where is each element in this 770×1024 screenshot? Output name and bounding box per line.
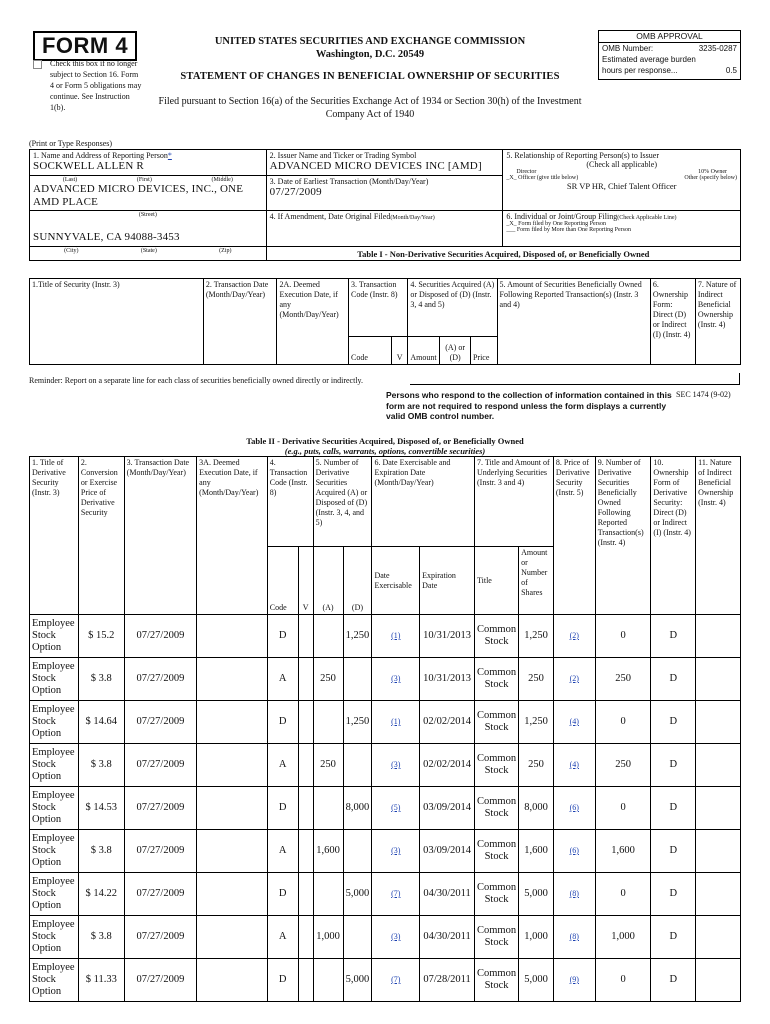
ownership-form: D [651,830,696,873]
box6-cell [503,211,741,247]
t2-h10: 10. Ownership Form of Derivative Security: Direct (D) or Indirect (I) (Instr. 4) [651,457,696,615]
derivative-price-footnote [553,916,595,959]
v-cell [298,830,313,873]
footnote-link[interactable]: (8) [569,932,579,941]
derivative-price-footnote [553,959,595,1002]
conversion-price: $ 14.64 [78,701,124,744]
acquired-amount: 1,000 [313,916,343,959]
expiration-date: 07/28/2011 [420,959,475,1002]
conversion-price: $ 14.22 [78,873,124,916]
underlying-amount: 1,250 [519,701,554,744]
footnote-link[interactable]: (5) [391,803,401,812]
derivative-title: Employee Stock Option [30,873,79,916]
t2-h7: 7. Title and Amount of Underlying Securities (Instr. 3 and 4) [475,457,554,547]
ownership-form: D [651,959,696,1002]
derivative-title: Employee Stock Option [30,744,79,787]
footnote-link[interactable]: (3) [391,760,401,769]
persons-notice: Persons who respond to the collection of information contained in this form are not required to respond unless the form displays a currently valid OMB control number. [386,390,672,421]
footnote-link[interactable]: (7) [391,975,401,984]
agency-heading [150,35,590,61]
t2-h4: 4. Transaction Code (Instr. 8) [267,457,313,547]
derivative-title: Employee Stock Option [30,658,79,701]
derivative-table [29,456,741,1002]
owned-following: 0 [595,615,651,658]
v-cell [298,787,313,830]
box2-cell [266,150,503,176]
disposed-amount [343,916,372,959]
date-exercisable-footnote [372,787,420,830]
expiration-date: 02/02/2014 [420,744,475,787]
v-cell [298,916,313,959]
expiration-date: 10/31/2013 [420,615,475,658]
t1-amount: Amount [408,337,440,365]
box1-label: 1. Name and Address of Reporting Person [33,151,168,160]
derivative-price-footnote [553,873,595,916]
t1-price: Price [470,337,497,365]
box5-sub: (Check all applicable) [586,160,657,169]
t2-title: Title [475,547,519,615]
derivative-title: Employee Stock Option [30,787,79,830]
omb-number-label: OMB Number: [602,44,654,53]
filing-more-persons: ___ Form filed by More than One Reporting Person [506,227,631,233]
footnote-link[interactable]: (3) [391,674,401,683]
underlying-amount: 1,000 [519,916,554,959]
v-cell [298,701,313,744]
underlying-amount: 5,000 [519,873,554,916]
t2-h3: 3. Transaction Date (Month/Day/Year) [124,457,197,615]
ownership-form: D [651,701,696,744]
derivative-price-footnote [553,744,595,787]
nature-cell [696,959,741,1002]
derivative-title: Employee Stock Option [30,916,79,959]
omb-title: OMB APPROVAL [599,31,740,43]
date-exercisable-footnote [372,873,420,916]
t1-h2: 2. Transaction Date (Month/Day/Year) [203,279,277,365]
box5-label: 5. Relationship of Reporting Person(s) to Issuer [506,151,659,160]
underlying-amount: 1,600 [519,830,554,873]
footnote-link[interactable]: (3) [391,932,401,941]
derivative-price-footnote [553,658,595,701]
date-exercisable-footnote [372,744,420,787]
nature-cell [696,787,741,830]
city-labels-cell [30,247,267,261]
date-exercisable-footnote [372,959,420,1002]
table-row [30,830,741,873]
underlying-amount: 8,000 [519,787,554,830]
zip-label: (Zip) [219,248,232,254]
transaction-date: 07/27/2009 [124,873,197,916]
filed-pursuant-text: Filed pursuant to Section 16(a) of the Securities Exchange Act of 1934 or Section 30(h) of the Investment Company Act of 1940 [158,96,582,120]
ownership-form: D [651,658,696,701]
derivative-title: Employee Stock Option [30,959,79,1002]
transaction-date: 07/27/2009 [124,787,197,830]
t2-v: V [298,547,313,615]
underlying-title: Common Stock [475,744,519,787]
nature-cell [696,873,741,916]
box3-label: 3. Date of Earliest Transaction (Month/Day/Year) [269,177,429,186]
rel-director: Director [516,169,537,175]
acquired-amount [313,959,343,1002]
date-exercisable-footnote [372,830,420,873]
t1-h1: 1.Title of Security (Instr. 3) [30,279,204,365]
transaction-date: 07/27/2009 [124,744,197,787]
sec-form-code: SEC 1474 (9-02) [676,390,731,399]
transaction-code: D [267,701,298,744]
deemed-date [197,873,268,916]
owned-following: 0 [595,959,651,1002]
footnote-link[interactable]: (1) [391,631,401,640]
address-cell [30,176,267,211]
footnote-star-link[interactable]: * [167,151,172,160]
v-cell [298,959,313,1002]
owned-following: 250 [595,744,651,787]
statement-title: STATEMENT OF CHANGES IN BENEFICIAL OWNERSHIP OF SECURITIES [180,71,560,82]
underlying-title: Common Stock [475,787,519,830]
transaction-date: 07/27/2009 [124,830,197,873]
nature-cell [696,830,741,873]
nature-cell [696,916,741,959]
conversion-price: $ 3.8 [78,830,124,873]
ownership-form: D [651,615,696,658]
acquired-amount [313,873,343,916]
box4-label: 4. If Amendment, Date Original Filed [269,212,391,221]
no-longer-subject-checkbox[interactable] [33,60,42,69]
box3-cell [266,176,503,211]
owned-following: 250 [595,658,651,701]
deemed-date [197,744,268,787]
transaction-date: 07/27/2009 [124,916,197,959]
footnote-link[interactable]: (4) [569,717,579,726]
divider-line-vertical [739,373,740,385]
omb-burden-label: Estimated average burden [602,55,696,64]
t2-a: (A) [313,547,343,615]
footnote-link[interactable]: (4) [569,760,579,769]
table2-heading [150,436,620,456]
rel-owner: 10% Owner [698,169,727,175]
reminder-text: Reminder: Report on a separate line for each class of securities beneficially owned directly or indirectly. [29,376,364,385]
v-cell [298,658,313,701]
omb-number: 3235-0287 [698,44,737,53]
disposed-amount [343,658,372,701]
expiration-date: 04/30/2011 [420,916,475,959]
nature-cell [696,658,741,701]
transaction-code: A [267,830,298,873]
transaction-date: 07/27/2009 [124,658,197,701]
conversion-price: $ 3.8 [78,916,124,959]
earliest-transaction-date: 07/27/2009 [269,186,322,198]
t2-h9: 9. Number of Derivative Securities Beneficially Owned Following Reported Transaction(s) (Instr. 4) [595,457,651,615]
expiration-date: 02/02/2014 [420,701,475,744]
underlying-title: Common Stock [475,959,519,1002]
acquired-amount: 250 [313,658,343,701]
box5-cell [503,150,741,211]
issuer-name: ADVANCED MICRO DEVICES INC [AMD] [269,160,482,172]
derivative-table-body [30,615,741,1002]
first-label: (First) [136,177,152,183]
footnote-link[interactable]: (1) [391,717,401,726]
date-exercisable-footnote [372,658,420,701]
v-cell [298,873,313,916]
officer-title: SR VP HR, Chief Talent Officer [566,181,677,191]
t2-d: (D) [343,547,372,615]
city-state-zip: SUNNYVALE, CA 94088-3453 [33,231,180,243]
table-row [30,787,741,830]
derivative-price-footnote [553,830,595,873]
form-title: FORM 4 [33,31,137,61]
rel-officer: _X_ Officer (give title below) [506,175,579,181]
t2-date-exercisable: Date Exercisable [372,547,420,615]
deemed-date [197,916,268,959]
table-row [30,615,741,658]
derivative-price-footnote [553,787,595,830]
t1-code: Code [349,337,392,365]
omb-hours: 0.5 [725,66,737,75]
transaction-code: A [267,916,298,959]
underlying-title: Common Stock [475,701,519,744]
agency-name: UNITED STATES SECURITIES AND EXCHANGE COMMISSION [214,36,526,47]
t1-aord: (A) or (D) [440,337,471,365]
transaction-code: D [267,787,298,830]
city-label: (City) [64,248,79,254]
nature-cell [696,701,741,744]
box1-cell [30,150,267,176]
conversion-price: $ 15.2 [78,615,124,658]
street-cell [30,211,267,247]
t1-h3: 3. Transaction Code (Instr. 8) [349,279,408,337]
last-label: (Last) [62,177,78,183]
ownership-form: D [651,787,696,830]
reporting-person-name: SOCKWELL ALLEN R [33,160,144,172]
footnote-link[interactable]: (6) [569,846,579,855]
disposed-amount [343,830,372,873]
divider-line [410,384,740,385]
transaction-code: D [267,873,298,916]
t2-h6: 6. Date Exercisable and Expiration Date (Month/Day/Year) [372,457,475,547]
t1-h6: 6. Ownership Form: Direct (D) or Indirect (I) (Instr. 4) [650,279,695,365]
underlying-title: Common Stock [475,615,519,658]
deemed-date [197,658,268,701]
footnote-link[interactable]: (9) [569,975,579,984]
v-cell [298,744,313,787]
owned-following: 0 [595,701,651,744]
deemed-date [197,615,268,658]
company-address: ADVANCED MICRO DEVICES, INC., ONE AMD PLACE [33,183,244,208]
footnote-link[interactable]: (8) [569,889,579,898]
acquired-amount [313,615,343,658]
box4-cell [266,211,503,247]
derivative-title: Employee Stock Option [30,830,79,873]
print-note: (Print or Type Responses) [29,139,113,148]
acquired-amount: 1,600 [313,830,343,873]
ownership-form: D [651,916,696,959]
derivative-price-footnote [553,701,595,744]
underlying-title: Common Stock [475,916,519,959]
acquired-amount: 250 [313,744,343,787]
derivative-price-footnote [553,615,595,658]
acquired-amount [313,701,343,744]
deemed-date [197,959,268,1002]
footnote-link[interactable]: (2) [569,631,579,640]
underlying-title: Common Stock [475,658,519,701]
footnote-link[interactable]: (2) [569,674,579,683]
transaction-date: 07/27/2009 [124,701,197,744]
t1-h4: 4. Securities Acquired (A) or Disposed of (D) (Instr. 3, 4 and 5) [408,279,497,337]
underlying-amount: 250 [519,658,554,701]
transaction-code: A [267,658,298,701]
date-exercisable-footnote [372,615,420,658]
underlying-title: Common Stock [475,873,519,916]
date-exercisable-footnote [372,916,420,959]
disposed-amount: 5,000 [343,873,372,916]
expiration-date: 03/09/2014 [420,787,475,830]
deemed-date [197,830,268,873]
ownership-form: D [651,744,696,787]
box6-sub: (Check Applicable Line) [617,215,677,221]
owned-following: 0 [595,787,651,830]
table-row [30,916,741,959]
box2-label: 2. Issuer Name and Ticker or Trading Symbol [269,151,417,160]
t2-h8: 8. Price of Derivative Security (Instr. 5) [553,457,595,615]
t2-h3a: 3A. Deemed Execution Date, if any (Month/Day/Year) [197,457,268,615]
owned-following: 1,600 [595,830,651,873]
conversion-price: $ 3.8 [78,744,124,787]
conversion-price: $ 14.53 [78,787,124,830]
deemed-date [197,787,268,830]
owned-following: 1,000 [595,916,651,959]
footnote-link[interactable]: (3) [391,846,401,855]
table2-subtitle: (e.g., puts, calls, warrants, options, convertible securities) [284,446,486,456]
nature-cell [696,744,741,787]
disposed-amount: 5,000 [343,959,372,1002]
table-row [30,658,741,701]
t1-h5: 5. Amount of Securities Beneficially Owned Following Reported Transaction(s) (Instr. 3 and 4) [497,279,650,365]
table-row [30,959,741,1002]
footnote-link[interactable]: (7) [391,889,401,898]
transaction-date: 07/27/2009 [124,959,197,1002]
t1-v: V [391,337,407,365]
conversion-price: $ 3.8 [78,658,124,701]
table1-title: Table I - Non-Derivative Securities Acquired, Disposed of, or Beneficially Owned [266,247,740,261]
disposed-amount [343,744,372,787]
derivative-title: Employee Stock Option [30,615,79,658]
box6-label: 6. Individual or Joint/Group Filing [506,212,618,221]
t1-h7: 7. Nature of Indirect Beneficial Ownership (Instr. 4) [695,279,740,365]
nature-cell [696,615,741,658]
disposed-amount: 1,250 [343,615,372,658]
acquired-amount [313,787,343,830]
transaction-code: D [267,959,298,1002]
deemed-date [197,701,268,744]
derivative-title: Employee Stock Option [30,701,79,744]
t2-h5: 5. Number of Derivative Securities Acquired (A) or Disposed of (D) (Instr. 3, 4, and 5) [313,457,372,547]
t2-h2: 2. Conversion or Exercise Price of Derivative Security [78,457,124,615]
table-row [30,701,741,744]
t2-amount-shares: Amount or Number of Shares [519,547,554,615]
t2-h11: 11. Nature of Indirect Beneficial Ownership (Instr. 4) [696,457,741,615]
non-derivative-table [29,278,741,365]
conversion-price: $ 11.33 [78,959,124,1002]
t1-h2a: 2A. Deemed Execution Date, if any (Month/Day/Year) [277,279,349,365]
omb-hours-label: hours per response... [602,66,678,75]
t2-code: Code [267,547,298,615]
date-exercisable-footnote [372,701,420,744]
v-cell [298,615,313,658]
expiration-date: 03/09/2014 [420,830,475,873]
expiration-date: 10/31/2013 [420,658,475,701]
street-label: (Street) [138,212,157,218]
filing-one-person: _X_ Form filed by One Reporting Person [506,221,606,227]
owned-following: 0 [595,873,651,916]
table-row [30,744,741,787]
reporting-person-grid [29,149,741,261]
transaction-code: D [267,615,298,658]
transaction-code: A [267,744,298,787]
middle-label: (Middle) [211,177,233,183]
t2-expiration-date: Expiration Date [420,547,475,615]
rel-other: Other (specify below) [684,175,737,181]
table2-title: Table II - Derivative Securities Acquired, Disposed of, or Beneficially Owned [246,436,524,446]
underlying-amount: 250 [519,744,554,787]
checkbox-instruction-text: Check this box if no longer subject to Section 16. Form 4 or Form 5 obligations may continue. See Instruction 1(b). [50,59,142,112]
ownership-form: D [651,873,696,916]
underlying-amount: 1,250 [519,615,554,658]
t2-h1: 1. Title of Derivative Security (Instr. 3) [30,457,79,615]
underlying-title: Common Stock [475,830,519,873]
disposed-amount: 1,250 [343,701,372,744]
underlying-amount: 5,000 [519,959,554,1002]
footnote-link[interactable]: (6) [569,803,579,812]
omb-approval-box [598,30,741,80]
expiration-date: 04/30/2011 [420,873,475,916]
disposed-amount: 8,000 [343,787,372,830]
state-label: (State) [140,248,157,254]
table-row [30,873,741,916]
agency-address: Washington, D.C. 20549 [315,49,425,60]
transaction-date: 07/27/2009 [124,615,197,658]
box4-sub: (Month/Day/Year) [390,215,435,221]
